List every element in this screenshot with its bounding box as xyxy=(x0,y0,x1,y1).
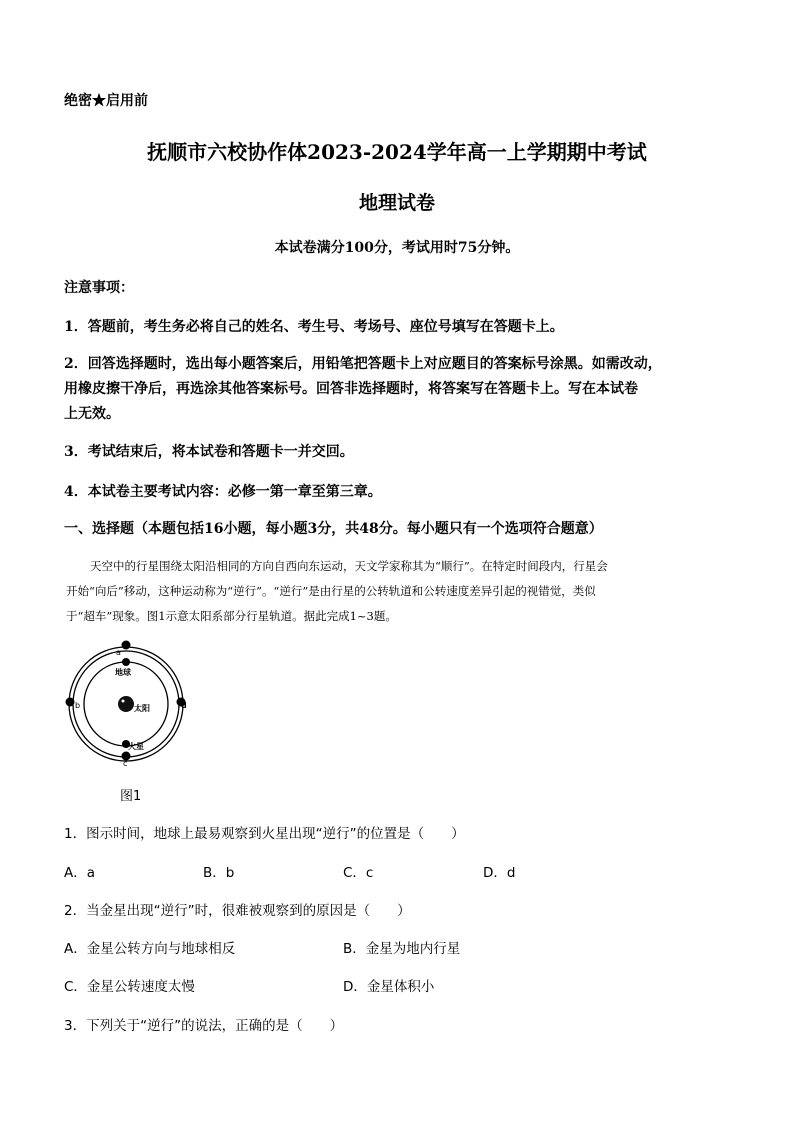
sun-icon xyxy=(118,696,134,712)
passage-line-3: 于“超车”现象。图1示意太阳系部分行星轨道。据此完成1~3题。 xyxy=(66,609,397,623)
question-2-option-b: B．金星为地内行星 xyxy=(343,941,461,957)
passage-line-2: 开始“向后”移动，这种运动称为“逆行”。“逆行”是由行星的公转轨道和公转速度差异引起的视错觉，类似 xyxy=(66,584,596,598)
label-mars: 火星 xyxy=(128,742,144,751)
orbit-diagram xyxy=(60,638,200,778)
question-2-option-c: C．金星公转速度太慢 xyxy=(64,979,195,995)
question-3-stem: 3．下列关于“逆行”的说法，正确的是（ ） xyxy=(64,1018,344,1034)
question-1-option-c: C．c xyxy=(343,865,374,881)
question-1-option-b: B．b xyxy=(203,865,235,881)
note-item-2-line-1: 2．回答选择题时，选出每小题答案后，用铅笔把答题卡上对应题目的答案标号涂黑。如需改动， xyxy=(64,356,662,372)
question-2-option-a: A．金星公转方向与地球相反 xyxy=(64,941,236,957)
label-sun: 太阳 xyxy=(134,704,150,713)
note-item-2-line-3: 上无效。 xyxy=(64,406,120,422)
question-2-stem: 2．当金星出现“逆行”时，很难被观察到的原因是（ ） xyxy=(64,903,411,919)
figure-caption: 图1 xyxy=(120,789,142,804)
note-item-3: 3．考试结束后，将本试卷和答题卡一并交回。 xyxy=(64,444,354,460)
note-item-1: 1．答题前，考生务必将自己的姓名、考生号、考场号、座位号填写在答题卡上。 xyxy=(64,319,564,335)
label-a: a xyxy=(116,648,121,657)
earth-icon xyxy=(122,658,130,666)
question-1-option-d: D．d xyxy=(483,865,516,881)
exam-title: 抚顺市六校协作体2023-2024学年高一上学期期中考试 xyxy=(147,140,647,164)
label-c: c xyxy=(123,759,128,768)
position-b-dot xyxy=(66,698,75,707)
passage-line-1: 天空中的行星围绕太阳沿相同的方向自西向东运动，天文学家称其为“顺行”。在特定时间段内，行星会 xyxy=(90,559,608,573)
label-d: d xyxy=(181,701,187,710)
label-b: b xyxy=(75,701,81,710)
label-earth: 地球 xyxy=(115,668,131,677)
note-item-2-line-2: 用橡皮擦干净后，再选涂其他答案标号。回答非选择题时，将答案写在答题卡上。写在本试卷 xyxy=(64,381,638,397)
question-2-option-d: D．金星体积小 xyxy=(343,979,435,995)
question-1-option-a: A．a xyxy=(64,865,96,881)
notes-heading: 注意事项： xyxy=(64,280,134,296)
section-heading: 一、选择题（本题包括16小题，每小题3分，共48分。每小题只有一个选项符合题意） xyxy=(64,521,603,537)
position-a-dot xyxy=(122,641,131,650)
note-item-4: 4．本试卷主要考试内容：必修一第一章至第三章。 xyxy=(64,484,382,500)
question-1-stem: 1．图示时间，地球上最易观察到火星出现“逆行”的位置是（ ） xyxy=(64,826,465,842)
exam-subtitle: 地理试卷 xyxy=(358,192,435,214)
confidential-mark: 绝密★启用前 xyxy=(64,93,148,109)
exam-info: 本试卷满分100分，考试用时75分钟。 xyxy=(274,240,520,256)
